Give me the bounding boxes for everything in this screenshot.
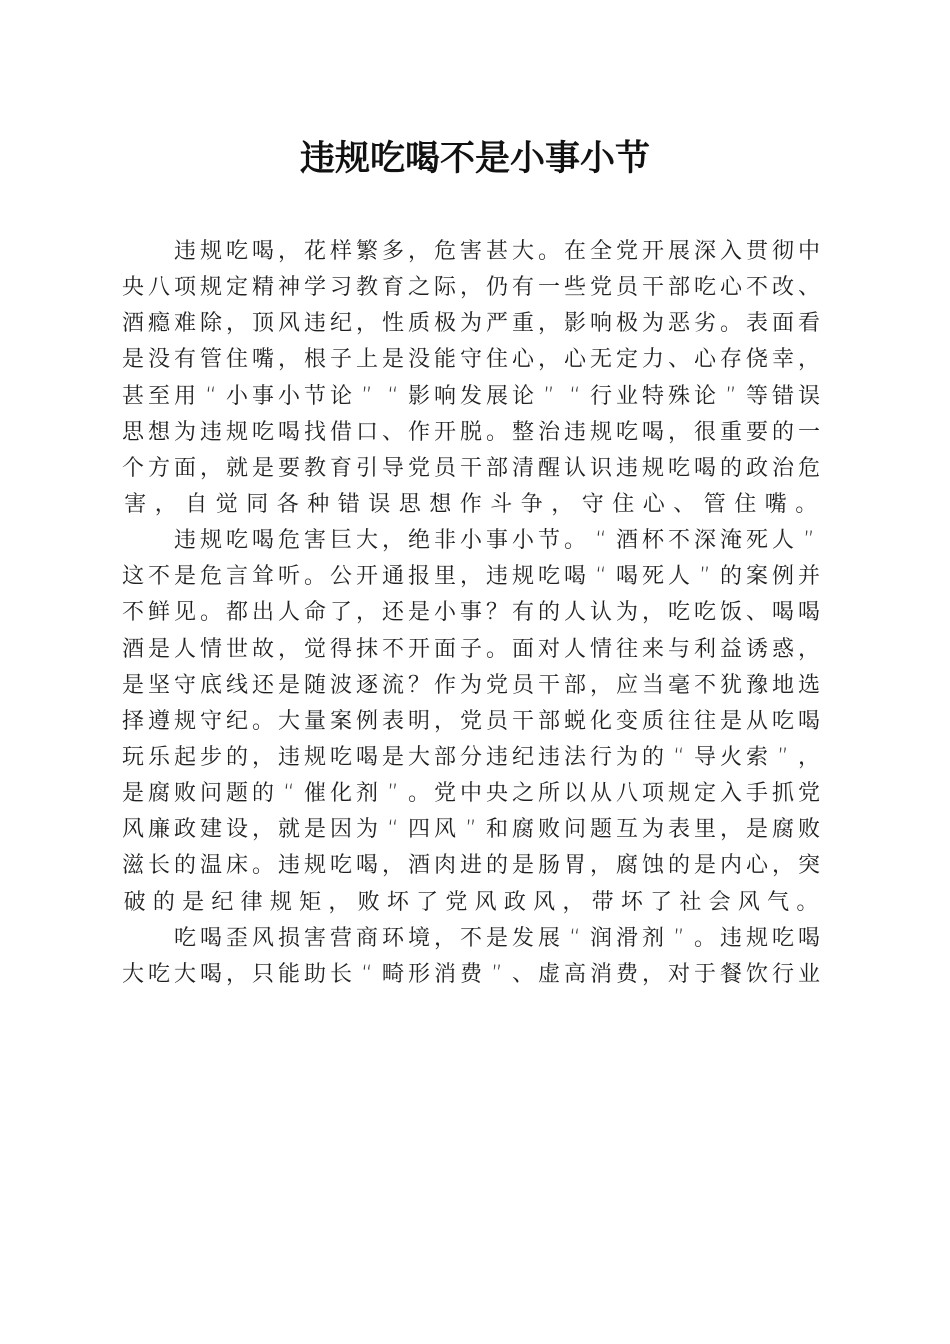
paragraph-2-line-6: 择 遵 规 守 纪 。 大 量 案 例 表 明 ， 党 员 干 部 蜕 化 变 质 往 往 是 从 吃 喝: [121, 708, 820, 734]
paragraph-1-line-6: 思 想 为 违 规 吃 喝 找 借 口 、 作 开 脱 。 整 治 违 规 吃 喝 ， 很 重 要 的 一: [121, 419, 820, 445]
paragraph-1-line-2: 央 八 项 规 定 精 神 学 习 教 育 之 际 ， 仍 有 一 些 党 员 干 部 吃 心 不 改 、: [121, 275, 820, 301]
paragraph-2-line-4: 酒 是 人 情 世 故 ， 觉 得 抹 不 开 面 子 。 面 对 人 情 往 来 与 利 益 诱 惑 ，: [121, 636, 820, 662]
paragraph-2-line-8: 是 腐 败 问 题 的 “ 催 化 剂 ” 。 党 中 央 之 所 以 从 八 项 规 定 入 手 抓 党: [121, 781, 820, 807]
paragraph-1-line-1: 违 规 吃 喝 ， 花 样 繁 多 ， 危 害 甚 大 。 在 全 党 开 展 深 入 贯 彻 中: [173, 239, 820, 264]
paragraph-3-line-2: 大 吃 大 喝 ， 只 能 助 长 “ 畸 形 消 费 ” 、 虚 高 消 费 ， 对 于 餐 饮 行 业: [121, 961, 820, 987]
paragraph-1-line-3: 酒 瘾 难 除 ， 顶 风 违 纪 ， 性 质 极 为 严 重 ， 影 响 极 为 恶 劣 。 表 面 看: [121, 311, 820, 337]
paragraph-1-line-7: 个 方 面 ， 就 是 要 教 育 引 导 党 员 干 部 清 醒 认 识 违 规 吃 喝 的 政 治 危: [121, 455, 820, 481]
paragraph-1-line-8: 害 ， 自 觉 同 各 种 错 误 思 想 作 斗 争 ， 守 住 心 、 管 住 嘴 。: [124, 491, 818, 517]
document-title: 违规吃喝不是小事小节: [299, 138, 650, 179]
paragraph-2-line-5: 是 坚 守 底 线 还 是 随 波 逐 流 ？ 作 为 党 员 干 部 ， 应 当 毫 不 犹 豫 地 选: [121, 672, 820, 698]
paragraph-2-line-1: 违 规 吃 喝 危 害 巨 大 ， 绝 非 小 事 小 节 。 “ 酒 杯 不 深 淹 死 人 ”: [173, 528, 815, 554]
paragraph-3-line-1: 吃 喝 歪 风 损 害 营 商 环 境 ， 不 是 发 展 “ 润 滑 剂 ” 。 违 规 吃 喝: [173, 925, 820, 951]
paragraph-2-line-9: 风 廉 政 建 设 ， 就 是 因 为 “ 四 风 ” 和 腐 败 问 题 互 为 表 里 ， 是 腐 败: [121, 817, 820, 843]
paragraph-2-line-7: 玩 乐 起 步 的 ， 违 规 吃 喝 是 大 部 分 违 纪 违 法 行 为 的 “ 导 火 索 ” ，: [121, 744, 820, 770]
paragraph-2-line-11: 破 的 是 纪 律 规 矩 ， 败 坏 了 党 风 政 风 ， 带 坏 了 社 会 风 气 。: [123, 889, 819, 915]
document-body: [120, 234, 822, 993]
paragraph-1-line-4: 是 没 有 管 住 嘴 ， 根 子 上 是 没 能 守 住 心 ， 心 无 定 力 、 心 存 侥 幸 ，: [121, 347, 820, 373]
paragraph-1-line-5: 甚 至 用 “ 小 事 小 节 论 ” “ 影 响 发 展 论 ” “ 行 业 特 殊 论 ” 等 错 误: [121, 383, 820, 409]
paragraph-2-line-10: 滋 长 的 温 床 。 违 规 吃 喝 ， 酒 肉 进 的 是 肠 胃 ， 腐 蚀 的 是 内 心 ， 突: [121, 853, 820, 879]
paragraph-2-line-3: 不 鲜 见 。 都 出 人 命 了 ， 还 是 小 事 ？ 有 的 人 认 为 ， 吃 吃 饭 、 喝 喝: [121, 600, 820, 626]
paragraph-2-line-2: 这 不 是 危 言 耸 听 。 公 开 通 报 里 ， 违 规 吃 喝 “ 喝 死 人 ” 的 案 例 并: [121, 564, 820, 590]
